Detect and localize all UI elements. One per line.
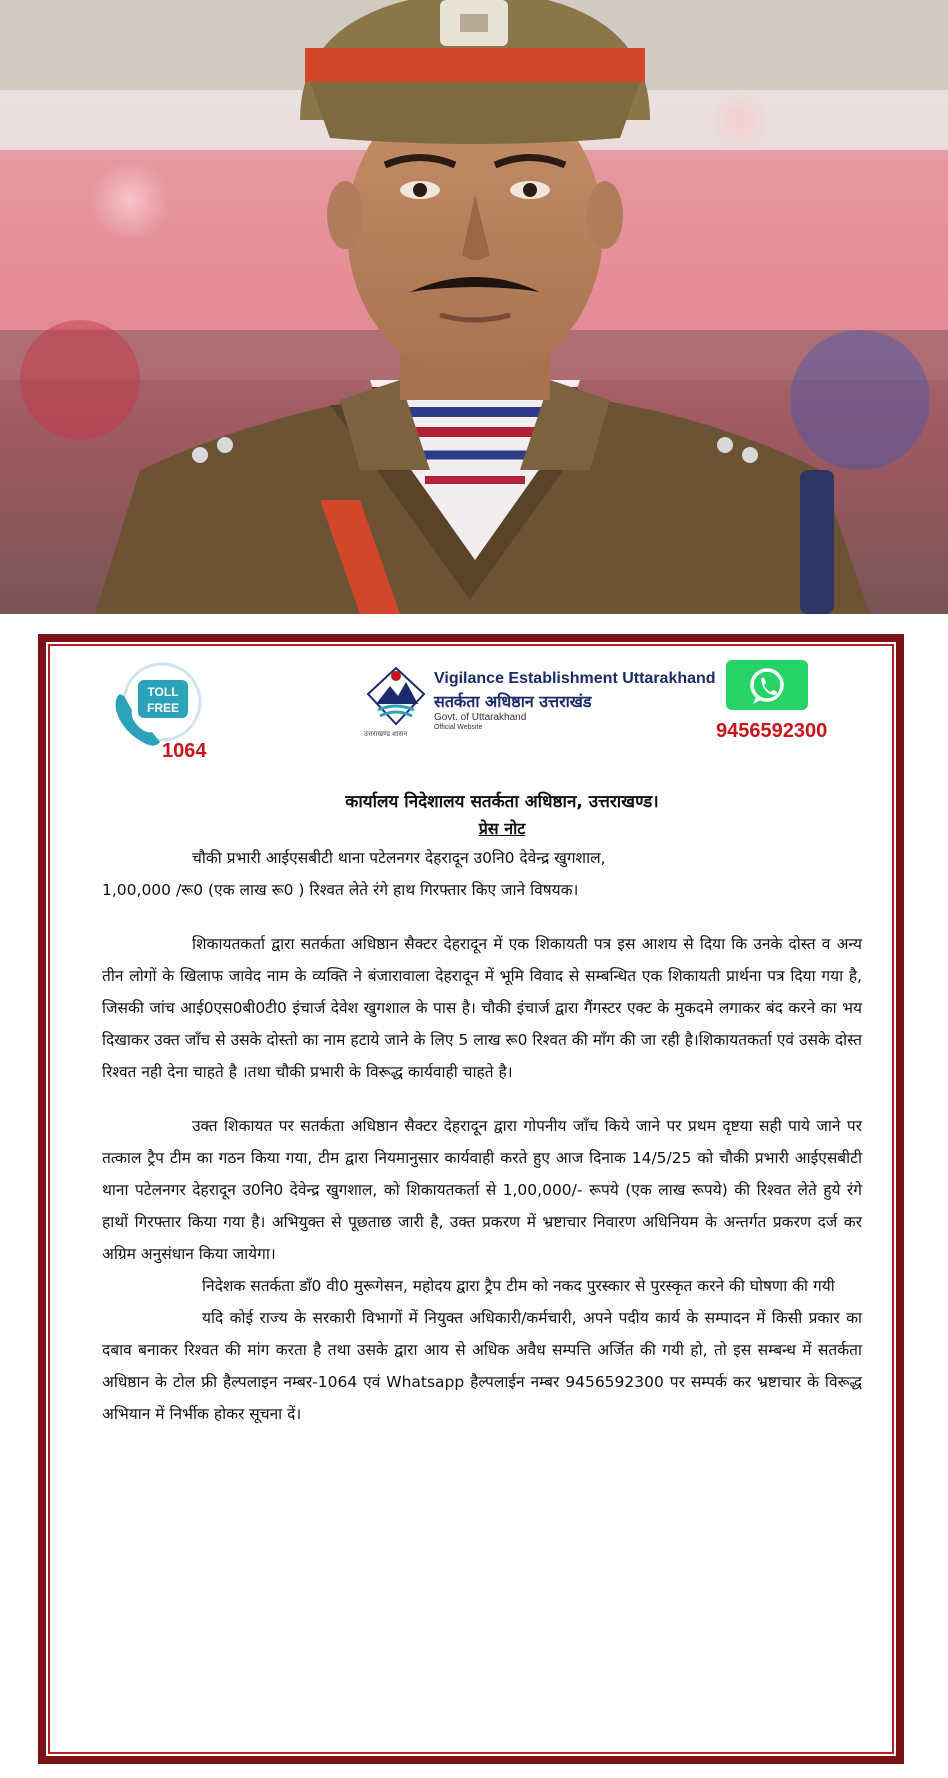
press-note-body	[102, 788, 862, 1430]
whatsapp-icon	[726, 660, 808, 710]
whatsapp-number: 9456592300	[716, 720, 828, 742]
note-subject-line2: 1,00,000 /रू0 (एक लाख रू0 ) रिश्वत लेते रंगे हाथ गिरफ्तार किए जाने विषयक।	[102, 881, 579, 899]
press-note-header	[46, 642, 896, 762]
toll-badge-line2: FREE	[146, 701, 180, 715]
vigilance-logo	[364, 664, 428, 728]
org-name-hindi: सतर्कता अधिष्ठान उत्तराखंड	[434, 692, 592, 711]
note-subject-line1: चौकी प्रभारी आईएसबीटी थाना पटेलनगर देहरादून उ0नि0 देवेन्द्र खुगशाल,	[192, 849, 606, 867]
note-paragraph-2: उक्त शिकायत पर सतर्कता अधिष्ठान सैक्टर देहरादून द्वारा गोपनीय जाँच किये जाने पर प्रथम दृष्टया सही पाये जाने पर तत्काल ट्रैप टीम का गठन किया गया, टीम द्वारा नियमानुसार कार्यवाही करते हुए आज दिनाक 14/5/25 को चौकी प्रभारी आईएसबीटी थाना पटेलनगर देहरादून उ0नि0 देवेन्द्र खुगशाल, को शिकायतकर्ता से 1,00,000/- रूपये (एक लाख रूपये) की रिश्वत लेते हुये रंगे हाथों गिरफ्तार किया गया है। अभियुक्त से पूछताछ जारी है, उक्त प्रकरण में भ्रष्टाचार निवारण अधिनियम के अन्तर्गत प्रकरण दर्ज कर अग्रिम अनुसंधान किया जायेगा।	[102, 1117, 862, 1263]
officer-photo-illustration	[0, 0, 948, 614]
logo-caption: उत्तराखण्ड शासन	[364, 731, 408, 738]
org-govt-label: Govt. of Uttarakhand	[434, 712, 527, 723]
press-note-card	[38, 634, 904, 1764]
note-paragraph-3: निदेशक सतर्कता डाँ0 वी0 मुरूगेसन, महोदय द्वारा ट्रैप टीम को नकद पुरस्कार से पुरस्कृत करने की घोषणा की गयी	[202, 1277, 835, 1295]
note-paragraph-1: शिकायतकर्ता द्वारा सतर्कता अधिष्ठान सैक्टर देहरादून में एक शिकायती पत्र इस आशय से दिया कि उनके दोस्त व अन्य तीन लोगों के खिलाफ जावेद नाम के व्यक्ति ने बंजारावाला देहरादून में भूमि विवाद से सम्बन्धित एक शिकायती प्रार्थना पत्र दिया गया है, जिसकी जांच आई0एस0बी0टी0 इंचार्ज देवेश खुगशाल के पास है। चौकी इंचार्ज द्वारा गैंगस्टर एक्ट के मुकदमे लगाकर बंद करने का भय दिखाकर उक्त जाँच से उसके दोस्तो का नाम हटाये जाने के लिए 5 लाख रू0 रिश्वत की माँग की जा रही है।शिकायतकर्ता एवं उसके दोस्त रिश्वत नही देना चाहते है ।तथा चौकी प्रभारी के विरूद्ध कार्यवाही चाहते है।	[102, 935, 862, 1081]
toll-free-number: 1064	[162, 740, 207, 762]
org-name-english: Vigilance Establishment Uttarakhand	[434, 670, 716, 687]
toll-badge-line1: TOLL	[147, 685, 179, 699]
org-website-label: Official Website	[434, 724, 483, 731]
officer-photo	[0, 0, 948, 614]
note-title: कार्यालय निदेशालय सतर्कता अधिष्ठान, उत्तराखण्ड।	[345, 792, 659, 812]
emblem-icon	[364, 664, 428, 728]
note-subtitle: प्रेस नोट	[478, 819, 526, 838]
note-paragraph-4: यदि कोई राज्य के सरकारी विभागों में नियुक्त अधिकारी/कर्मचारी, अपने पदीय कार्य के सम्पादन में किसी प्रकार का दबाव बनाकर रिश्वत की मांग करता है तथा उसके द्वारा आय से अधिक अवैध सम्पत्ति अर्जित की गयी हो, तो इस सम्बन्ध में सतर्कता अधिष्ठान के टोल फ्री हैल्पलाइन नम्बर-1064 एवं Whatsapp हैल्पलाईन नम्बर 9456592300 पर सम्पर्क कर भ्रष्टाचार के विरूद्ध अभियान में निर्भीक होकर सूचना दें।	[102, 1309, 862, 1423]
whatsapp-badge	[726, 660, 808, 710]
